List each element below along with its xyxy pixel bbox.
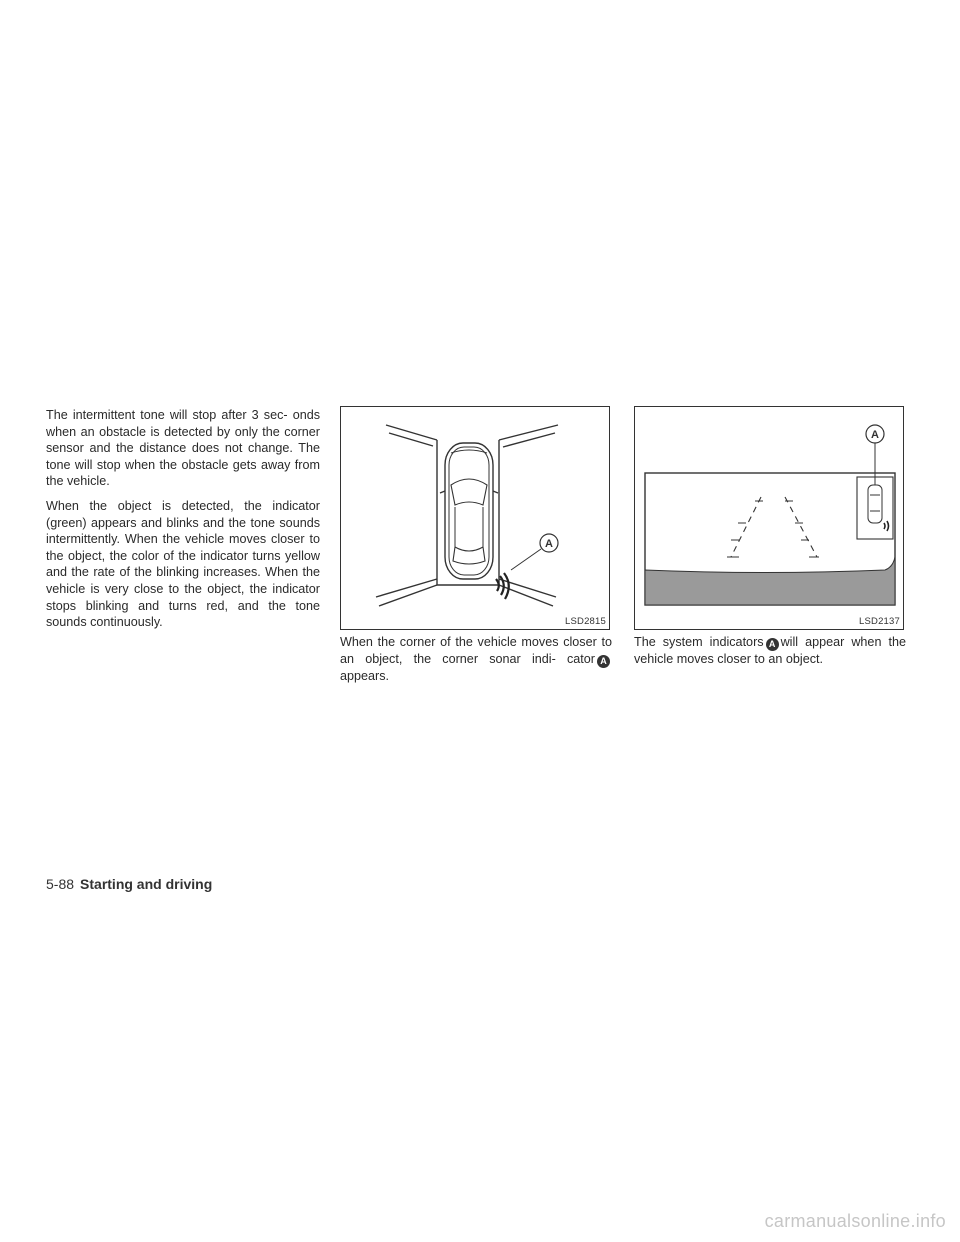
text-column-1 <box>46 407 320 639</box>
figure2-code: LSD2137 <box>858 616 900 627</box>
figure-rear-camera-display <box>634 406 904 630</box>
paragraph-indicator-colors: When the object is detected, the indicator (green) appears and blinks and the tone sounds intermittently. When the vehicle moves closer to the object, the color of the indicator turns yellow and the rate of the blinking increases. When the vehicle is very close to the object, the indicator stops blinking and turns red, and the tone sounds continuously. <box>46 498 320 630</box>
figure1-code: LSD2815 <box>564 616 606 627</box>
marker-a-icon: A <box>597 655 610 668</box>
page-number: 5-88 <box>46 876 75 892</box>
figure2-caption: The system indicators A will appear when the vehicle moves closer to an object. <box>634 635 906 666</box>
watermark: carmanualsonline.info <box>764 1211 946 1231</box>
figure-corner-sonar-top-view <box>340 406 610 630</box>
figure1-caption: When the corner of the vehicle moves closer to an object, the corner sonar indi- cator Aappears. <box>340 635 612 683</box>
camera-display-illustration <box>635 407 903 629</box>
marker-a-icon: A <box>766 638 779 651</box>
figure1-label-a: A <box>545 538 553 550</box>
page-footer <box>46 876 212 892</box>
figure2-label-a: A <box>871 429 879 441</box>
paragraph-intermittent-tone: The intermittent tone will stop after 3 sec- onds when an obstacle is detected by only the corner sensor and the distance does not change. The tone will stop when the obstacle gets away from the vehicle. <box>46 408 320 489</box>
vehicle-top-view-illustration <box>341 407 609 629</box>
section-title: Starting and driving <box>80 876 213 892</box>
